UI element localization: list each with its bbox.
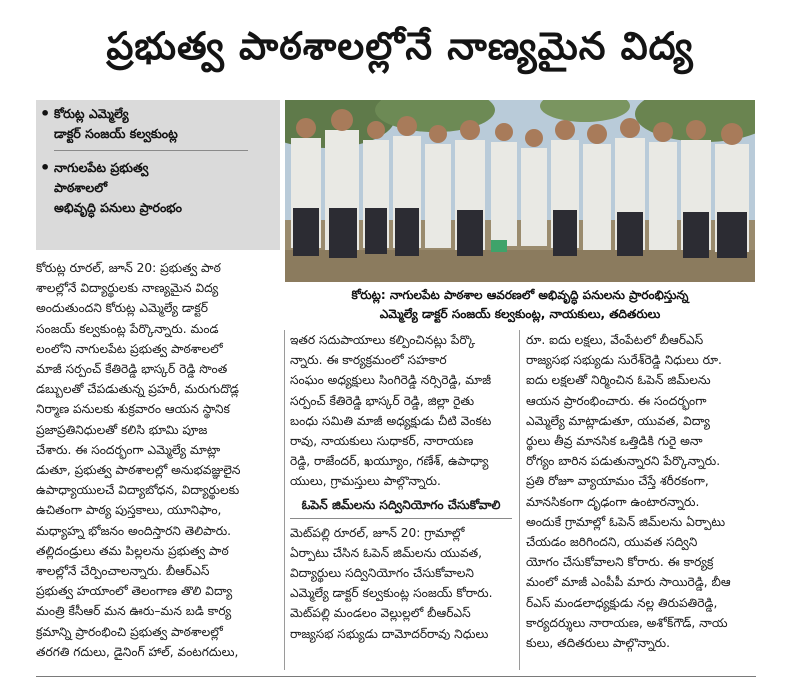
text-line: మంత్రి కేసీఆర్ మన ఊరు–మన బడి కార్య [36,604,232,619]
text-line: తల్లిదండ్రులు తమ పిల్లలను ప్రభుత్వ పాఠ [36,543,229,558]
text-line: క్రమాన్ని ప్రారంభించి ప్రభుత్వ పాఠశాలల్లో [36,624,223,639]
text-line: మెట్‌పల్లి రూరల్, జూన్ 20: గ్రామాల్లో [290,525,465,540]
text-line: విద్యార్థులు సద్వినియోగం చేసుకోవాలని [290,566,474,581]
text-line: రావు, నాయకులు సుధాకర్, నారాయణ [290,434,474,449]
text-line: సంఘం అధ్యక్షులు సింగిరెడ్డి నర్సిరెడ్డి, మాజీ [290,373,491,388]
highlights-box [36,100,280,250]
text-line: ఆయన ప్రారంభించారు. ఈ సందర్భంగా [526,393,707,408]
text-line: డబ్బులతో చేపడుతున్న ప్రహరీ, మరుగుదొడ్ల [36,382,239,397]
text-line: ర్థులు తీవ్ర మానసిక ఒత్తిడికి గురై అనా [526,434,703,449]
text-line: ప్రజాప్రతినిధులతో కలిసి భూమి పూజ [36,422,208,437]
text-line: ప్రభుత్వ హయాంలో తెలంగాణ తొలి విద్యా [36,584,233,599]
text-line: డుతూ, ప్రభుత్వ పాఠశాలల్లో అనుభవజ్ఞులైన [36,463,241,478]
subheading: ఓపెన్ జిమ్‌లను సద్వినియోగం చేసుకోవాలి [290,494,512,519]
caption-line: కోరుట్ల: నాగులపేట పాఠశాల ఆవరణలో అభివృద్ధి పనులను ప్రారంభిస్తున్న [351,288,689,302]
photo-illustration [285,100,755,282]
text-line: సంజయ్ కల్వకుంట్ల పేర్కొన్నారు. మండ [36,321,219,336]
bullet-icon: • [40,104,51,123]
text-line: మెట్‌పల్లి మండలం వెల్లుల్లలో బీఆర్ఎస్ [290,606,471,621]
highlight-item [40,158,274,218]
highlight-line: డాక్టర్ సంజయ్ కల్వకుంట్ల [54,126,178,141]
bottom-rule [36,676,756,677]
headline: ప్రభుత్వ పాఠశాలల్లోనే నాణ్యమైన విద్య [106,24,694,68]
text-line: లంలోని నాగులపేట ప్రభుత్వ పాఠశాలలో [36,341,223,356]
highlight-line: అభివృద్ధి పనులు ప్రారంభం [54,200,183,215]
article-column-1 [36,258,282,662]
text-line: సర్పంచ్ కేతిరెడ్డి భాస్కర్ రెడ్డి, జిల్లా రైతు [290,393,475,408]
text-line: ఎమ్మెల్యే డాక్టర్ కల్వకుంట్ల సంజయ్ కోరారు. [290,586,493,601]
text-line: నిర్మాణ పనులకు శుక్రవారం ఆయన స్థానిక [36,402,230,417]
column-divider [284,330,285,670]
text-line: యులు, గ్రామస్తులు పాల్గొన్నారు. [290,474,441,489]
text-line: ఎమ్మెల్యే మాట్లాడుతూ, యువత, విద్యా [526,413,710,428]
photo-caption [285,286,755,324]
text-line: రెడ్డి, రాజేందర్, ఖయ్యూం, గణేశ్, ఉపాధ్యా [290,454,489,469]
text-line: మంలో మాజీ ఎంపీపీ మారు సాయిరెడ్డి, బీఆ [526,575,731,590]
article-column-2 [290,330,512,644]
text-line: రాజ్యసభ సభ్యుడు సురేశ్‌రెడ్డి నిధులు రూ. [526,353,722,368]
highlight-item [40,104,274,144]
text-line: కులు, తదితరులు పాల్గొన్నారు. [526,636,671,651]
text-line: చేశారు. ఈ సందర్భంగా ఎమ్మెల్యే మాట్లా [36,442,221,457]
text-line: ఏర్పాటు చేసిన ఓపెన్ జిమ్‌లను యువత, [290,545,483,560]
text-line: ర్ఎస్ మండలాధ్యక్షుడు నల్ల తిరుపతిరెడ్డి, [526,595,718,610]
divider [54,150,248,151]
highlight-line: పాఠశాలలో [54,180,108,195]
news-photo [285,100,755,282]
text-line: మాజీ సర్పంచ్ కేతిరెడ్డి భాస్కర్ రెడ్డి సొంత [36,362,228,377]
text-line: ప్రతి రోజూ వ్యాయామం చేస్తే శరీరకంగా, [526,474,709,489]
text-line: రూ. ఐదు లక్షలు, వేంపేటలో బీఆర్ఎస్ [526,333,704,347]
caption-line: ఎమ్మెల్యే డాక్టర్ సంజయ్ కల్వకుంట్ల, నాయకులు, తదితరులు [379,307,661,321]
text-line: ఉపాధ్యాయులచే విద్యాబోధన, విద్యార్థులకు [36,483,240,498]
text-line: యోగం చేసుకోవాలని కోరారు. ఈ కార్యక్ర [526,555,714,570]
highlight-line: కోరుట్ల ఎమ్మెల్యే [54,106,129,121]
text-line: తరగతి గదులు, డైనింగ్ హాల్, వంటగదులు, [36,644,239,659]
text-line: బంధు సమితి మాజీ అధ్యక్షుడు చీటి వెంకట [290,413,492,428]
text-line: శాలల్లోనే చేర్పించాలన్నారు. బీఆర్ఎస్ [36,564,210,579]
text-line: రోగ్యం బారిన పడుతున్నారని పేర్కొన్నారు. [526,454,721,469]
text-line: అందుతుందని కోరుట్ల ఎమ్మెల్యే డాక్టర్ [36,301,208,316]
text-line: అందుకే గ్రామాల్లో ఓపెన్ జిమ్‌లను ఏర్పాటు [526,514,726,529]
text-line: శాలల్లోనే విద్యార్థులకు నాణ్యమైన విద్య [36,281,219,296]
text-line: ఐదు లక్షలతో నిర్మించిన ఓపెన్ జిమ్‌లను [526,373,711,388]
column-divider [519,330,520,670]
bullet-icon: • [40,158,51,177]
text-line: కార్యదర్శులు నారాయణ, అశోక్‌గౌడ్, నాయ [526,615,728,630]
text-line: ఉచితంగా పాఠ్య పుస్తకాలు, యూనిఫాం, [36,503,222,518]
highlight-line: నాగులపేట ప్రభుత్వ [54,160,149,175]
text-line: మానసికంగా దృఢంగా ఉంటారన్నారు. [526,494,700,509]
article-column-3 [526,330,756,653]
text-line: మధ్యాహ్న భోజనం అందిస్తారని తెలిపారు. [36,523,232,538]
text-line: కోరుట్ల రూరల్, జూన్ 20: ప్రభుత్వ పాఠ [36,261,221,275]
text-line: ఇతర సదుపాయాలు కల్పించినట్లు పేర్కొ [290,333,476,347]
text-line: రాజ్యసభ సభ్యుడు దామోదర్‌రావు నిధులు [290,626,489,641]
text-line: న్నారు. ఈ కార్యక్రమంలో సహకార [290,353,447,368]
text-line: చేయడం జరిగిందని, యువత సద్విని [526,535,698,550]
